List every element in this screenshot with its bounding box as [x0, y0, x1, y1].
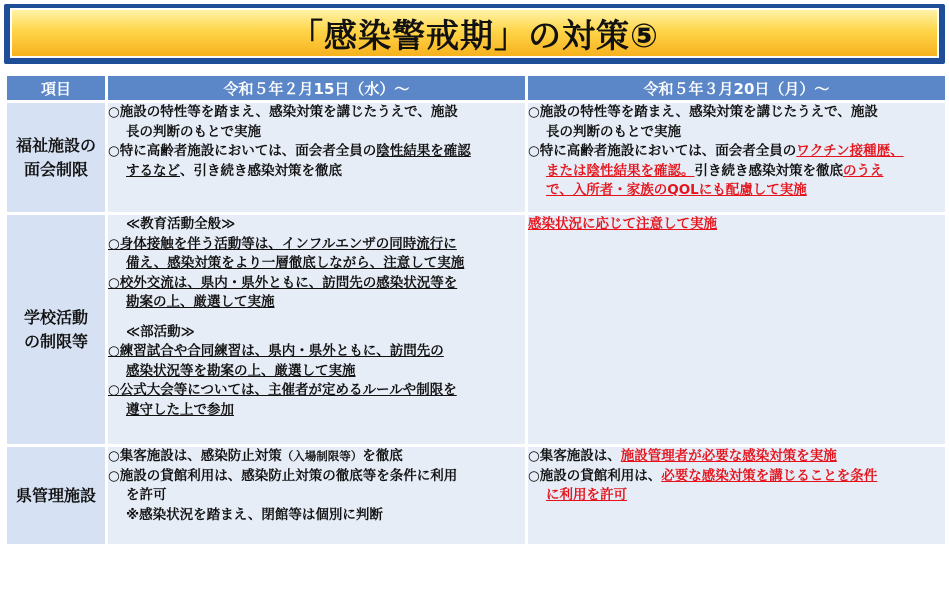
- title-banner: [4, 4, 945, 64]
- header-period-2: 令和５年３月20日（月）～: [527, 75, 947, 102]
- header-row: [6, 75, 947, 102]
- school-period-1: ≪教育活動全般≫ ○身体接触を伴う活動等は、インフルエンザの同時流行に 備え、感染対策をより一層徹底しながら、注意して実施 ○校外交流は、県内・県外ともに、訪問先の感染状況等を 勘案の上、厳選して実施 ≪部活動≫ ○練習試合や合同練習は、県内・県外ともに、訪問先の 感染状況等を勘案の上、厳選して実施 ○公式大会等については、主催者が定めるルールや制限を 遵守した上で参加: [107, 214, 527, 446]
- page-title: 「感染警戒期」の対策⑤: [290, 15, 659, 55]
- prefecture-period-1: ○集客施設は、感染防止対策（入場制限等）を徹底 ○施設の貸館利用は、感染防止対策の徹底等を条件に利用 を許可 ※感染状況を踏まえ、閉館等は個別に判断: [107, 446, 527, 546]
- measures-table: [4, 73, 948, 547]
- table-row-welfare: [6, 102, 947, 214]
- header-item: 項目: [6, 75, 107, 102]
- title-banner-inner: [10, 8, 939, 58]
- school-period-2: 感染状況に応じて注意して実施: [527, 214, 947, 446]
- prefecture-period-2: ○集客施設は、施設管理者が必要な感染対策を実施 ○施設の貸館利用は、必要な感染対策を講じることを条件 に利用を許可: [527, 446, 947, 546]
- header-period-1: 令和５年２月15日（水）～: [107, 75, 527, 102]
- table-row-prefecture: [6, 446, 947, 546]
- table-row-school: [6, 214, 947, 446]
- welfare-period-1: ○施設の特性等を踏まえ、感染対策を講じたうえで、施設 長の判断のもとで実施 ○特に高齢者施設においては、面会者全員の陰性結果を確認 するなど、引き続き感染対策を徹底: [107, 102, 527, 214]
- row-label-prefecture: 県管理施設: [6, 446, 107, 546]
- row-label-school: 学校活動 の制限等: [6, 214, 107, 446]
- row-label-welfare: 福祉施設の 面会制限: [6, 102, 107, 214]
- welfare-period-2: ○施設の特性等を踏まえ、感染対策を講じたうえで、施設 長の判断のもとで実施 ○特に高齢者施設においては、面会者全員のワクチン接種歴、 または陰性結果を確認。引き続き感染対策を徹底のうえ で、入所者・家族のQOLにも配慮して実施: [527, 102, 947, 214]
